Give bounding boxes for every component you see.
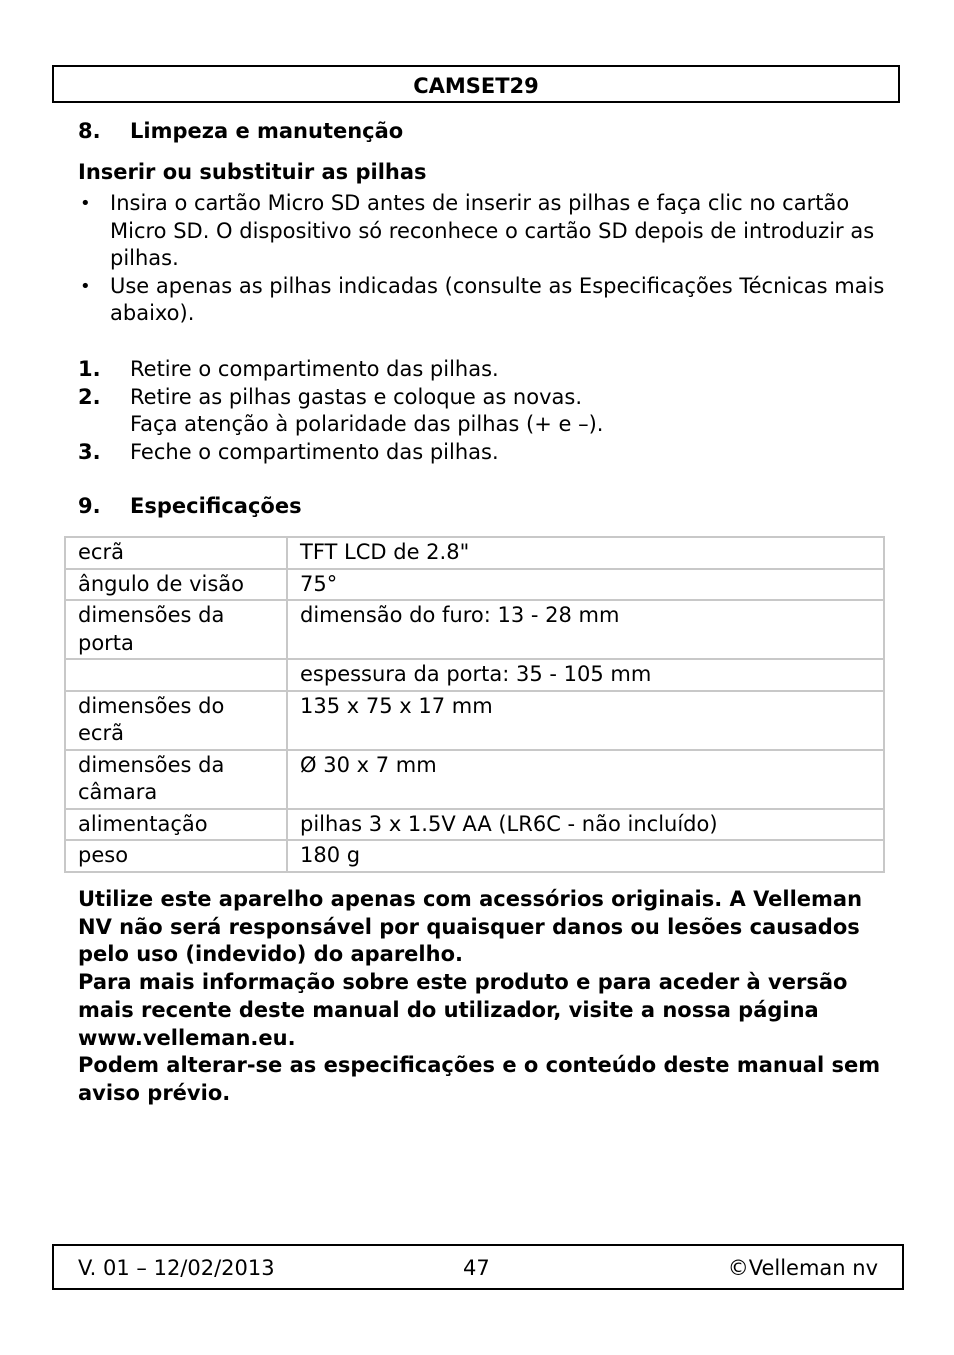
- table-row: [65, 750, 884, 809]
- spec-label: dimensões do ecrã: [65, 691, 287, 750]
- version-date: V. 01 – 12/02/2013: [78, 1256, 275, 1280]
- section-9-heading: [78, 492, 302, 520]
- step-text: Feche o compartimento das pilhas.: [130, 439, 499, 464]
- step-item: [78, 384, 888, 439]
- section-title: Especificações: [130, 494, 302, 518]
- step-text: Retire as pilhas gastas e coloque as novas.: [130, 384, 583, 409]
- spec-label: ângulo de visão: [65, 569, 287, 601]
- specifications-table: [64, 536, 885, 873]
- copyright: ©Velleman nv: [727, 1256, 878, 1280]
- list-item: • Insira o cartão Micro SD antes de inserir as pilhas e faça clic no cartão Micro SD. O dispositivo só reconhece o cartão SD depois de introduzir as pilhas.: [78, 190, 888, 273]
- step-number: 3.: [78, 439, 101, 464]
- spec-value: Ø 30 x 7 mm: [287, 750, 884, 809]
- step-number: 2.: [78, 384, 101, 409]
- product-code: CAMSET29: [413, 74, 539, 98]
- section-number: 8.: [78, 119, 101, 143]
- spec-value: pilhas 3 x 1.5V AA (LR6C - não incluído): [287, 809, 884, 841]
- step-text: Retire o compartimento das pilhas.: [130, 357, 499, 381]
- step-text-continued: Faça atenção à polaridade das pilhas (+ e –).: [130, 412, 604, 436]
- table-row: [65, 569, 884, 601]
- spec-value: 180 g: [287, 840, 884, 872]
- table-row: [65, 809, 884, 841]
- legal-notes: [78, 886, 888, 1108]
- table-row: [65, 659, 884, 691]
- spec-value: 135 x 75 x 17 mm: [287, 691, 884, 750]
- table-row: [65, 537, 884, 569]
- step-item: [78, 439, 888, 467]
- step-number: 1.: [78, 357, 101, 381]
- spec-label: peso: [65, 840, 287, 872]
- section-title: Limpeza e manutenção: [130, 119, 404, 143]
- table-row: [65, 840, 884, 872]
- page-number: 47: [463, 1256, 490, 1280]
- spec-label: dimensões da porta: [65, 600, 287, 659]
- table-row: [65, 600, 884, 659]
- spec-label: dimensões da câmara: [65, 750, 287, 809]
- spec-value: espessura da porta: 35 - 105 mm: [287, 659, 884, 691]
- document-header: [52, 65, 900, 103]
- list-item: • Use apenas as pilhas indicadas (consulte as Especificações Técnicas mais abaixo).: [78, 273, 888, 328]
- note-paragraph: Utilize este aparelho apenas com acessórios originais. A Velleman NV não será responsável por quaisquer danos ou lesões causados pelo uso (indevido) do aparelho.: [78, 887, 863, 967]
- battery-steps-list: [78, 356, 888, 466]
- spec-label: [65, 659, 287, 691]
- section-number: 9.: [78, 494, 101, 518]
- battery-bullet-list: [78, 190, 888, 328]
- table-row: [65, 691, 884, 750]
- spec-value: 75°: [287, 569, 884, 601]
- spec-value: dimensão do furo: 13 - 28 mm: [287, 600, 884, 659]
- note-paragraph: Podem alterar-se as especificações e o conteúdo deste manual sem aviso prévio.: [78, 1053, 881, 1105]
- batteries-heading: Inserir ou substituir as pilhas: [78, 160, 427, 184]
- step-item: [78, 356, 888, 384]
- spec-value: TFT LCD de 2.8": [287, 537, 884, 569]
- section-8-heading: [78, 117, 403, 145]
- spec-label: alimentação: [65, 809, 287, 841]
- document-footer: [52, 1244, 904, 1290]
- spec-label: ecrã: [65, 537, 287, 569]
- note-paragraph: Para mais informação sobre este produto e para aceder à versão mais recente deste manual do utilizador, visite a nossa página www.velleman.eu.: [78, 970, 848, 1050]
